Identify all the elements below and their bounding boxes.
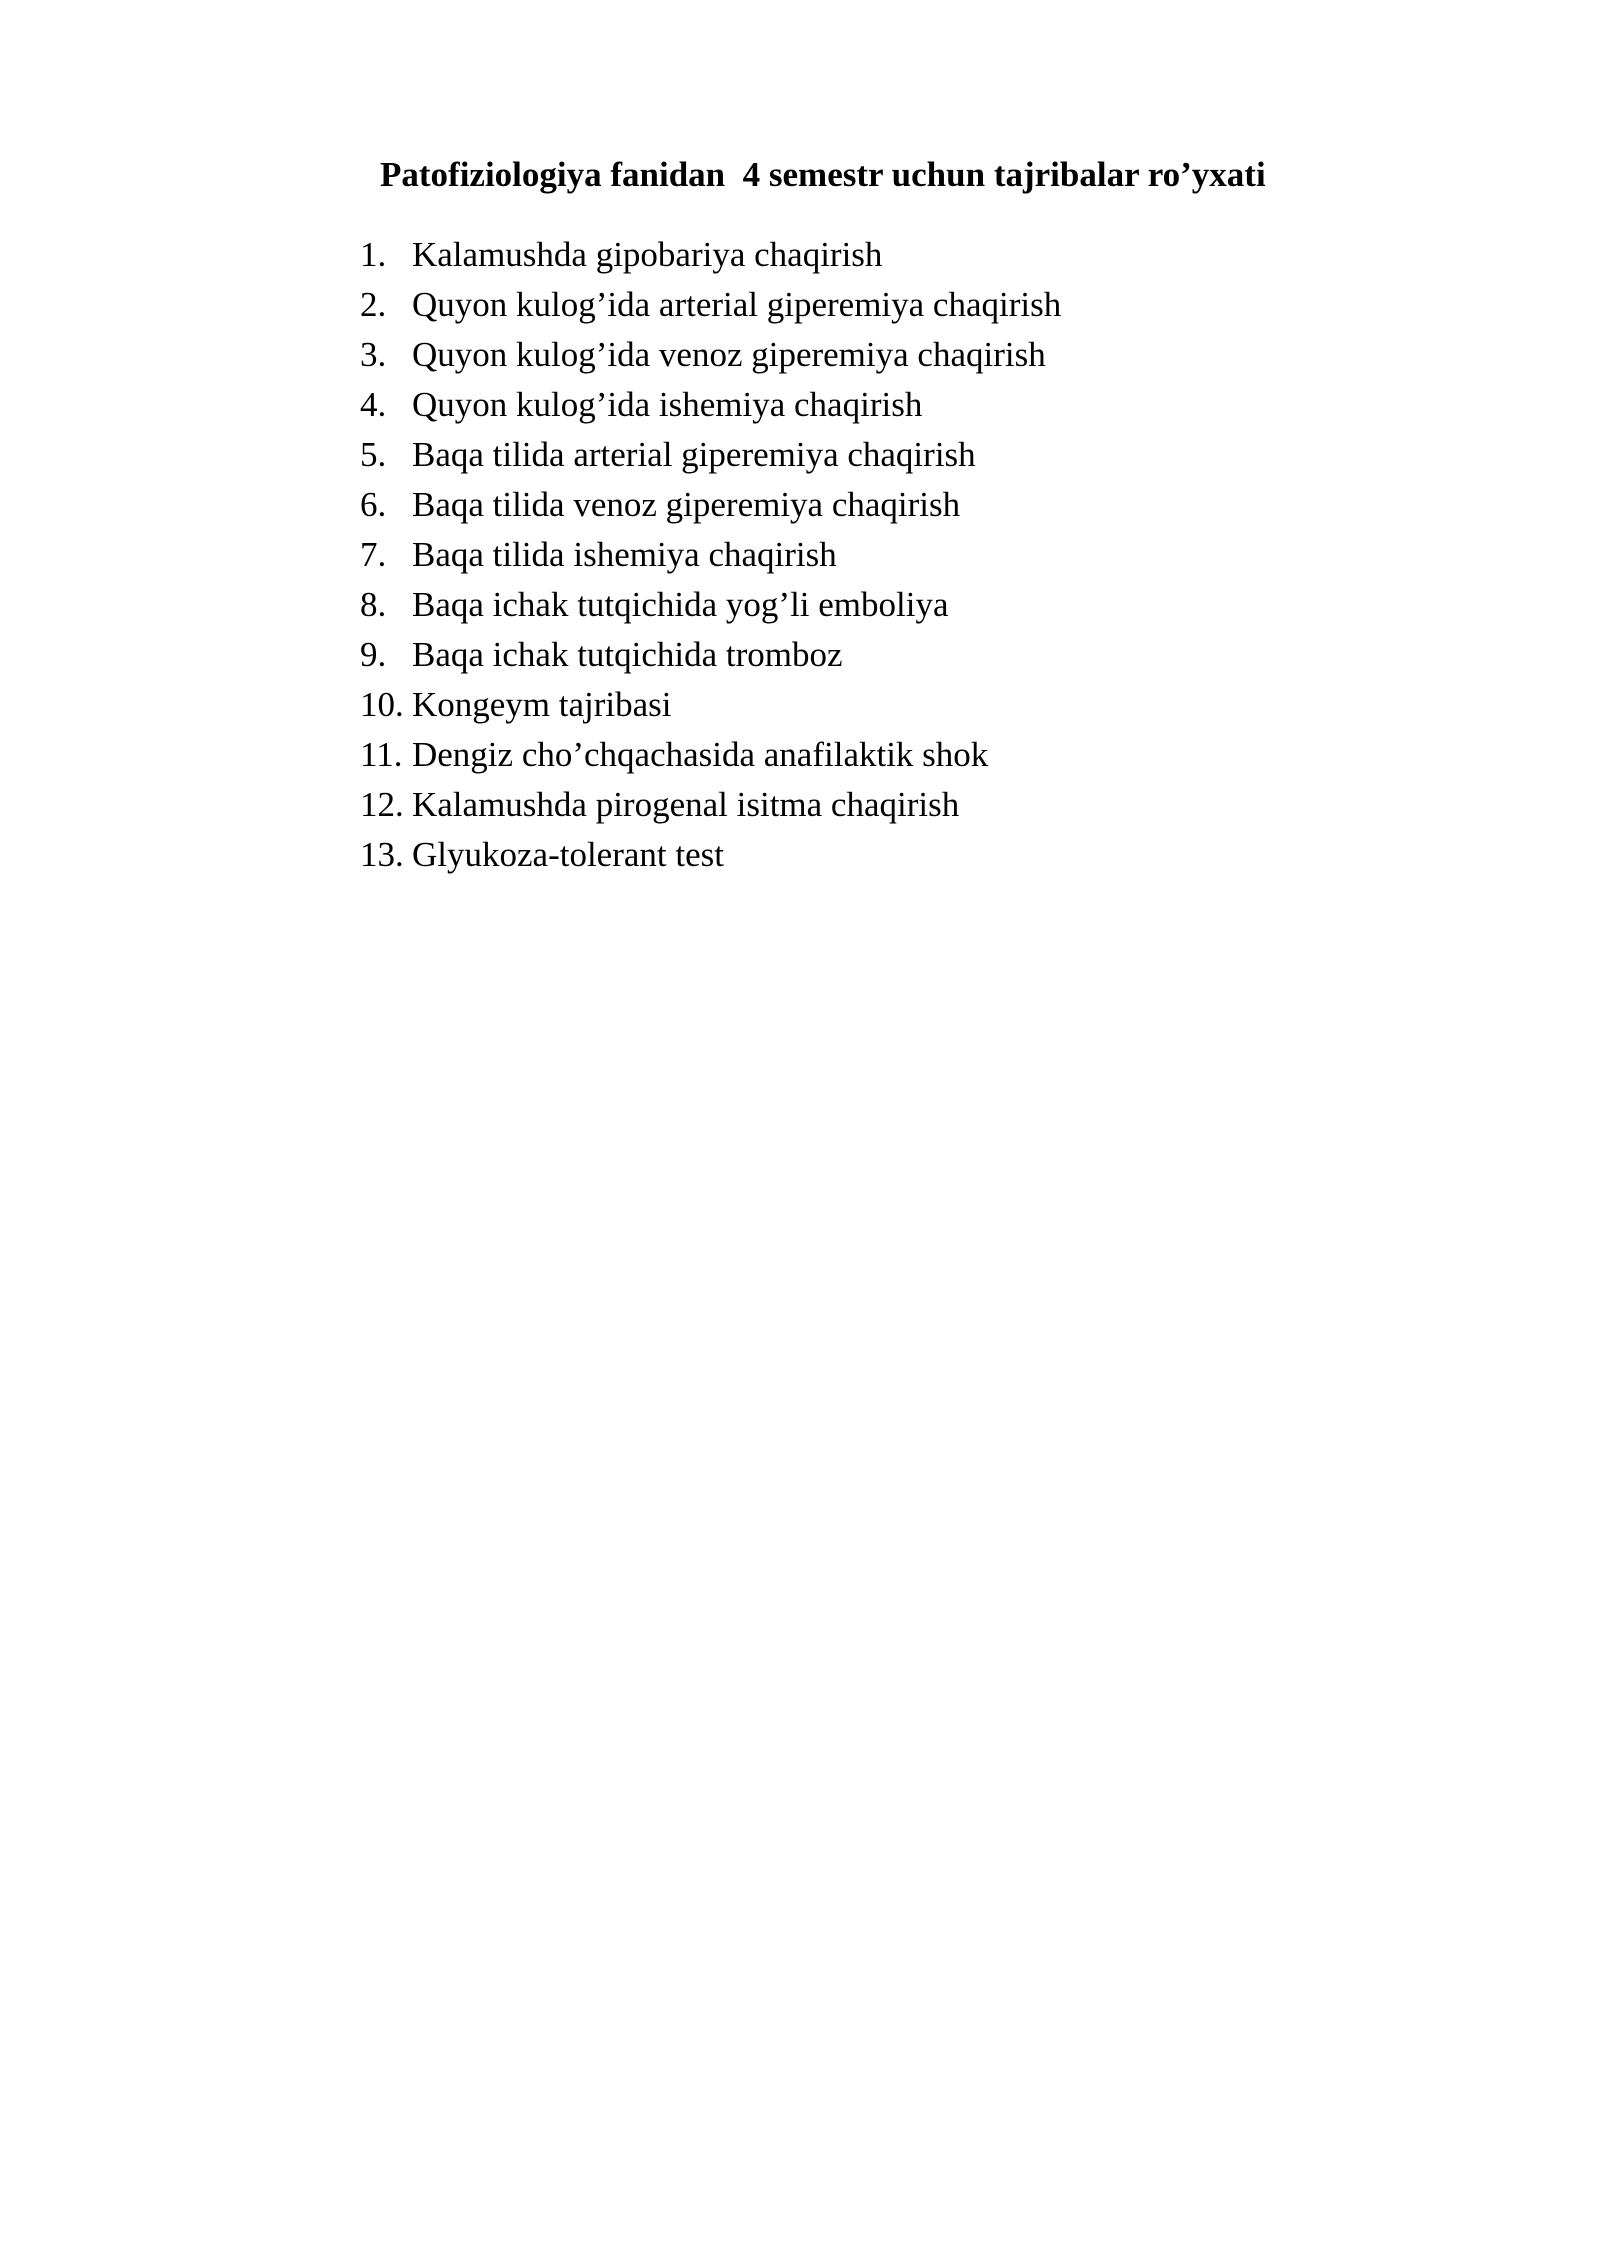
list-item-text: Quyon kulog’ida arterial giperemiya chaqirish xyxy=(412,285,1062,324)
list-item-text: Baqa tilida arterial giperemiya chaqirish xyxy=(412,435,976,474)
list-item xyxy=(360,780,1061,830)
list-item xyxy=(360,330,1061,380)
list-item-number: 8. xyxy=(360,585,387,624)
list-item xyxy=(360,530,1061,580)
list-item-number: 11. xyxy=(360,735,403,774)
list-item-number: 4. xyxy=(360,385,387,424)
list-item-number: 6. xyxy=(360,485,387,524)
experiment-list xyxy=(360,230,1061,880)
list-item-number: 7. xyxy=(360,535,387,574)
list-item-number: 5. xyxy=(360,435,387,474)
list-item-text: Quyon kulog’ida ishemiya chaqirish xyxy=(412,385,923,424)
list-item-text: Baqa tilida ishemiya chaqirish xyxy=(412,535,837,574)
list-item-text: Kalamushda pirogenal isitma chaqirish xyxy=(412,785,960,824)
list-item-number: 3. xyxy=(360,335,387,374)
list-item xyxy=(360,630,1061,680)
list-item xyxy=(360,730,1061,780)
list-item xyxy=(360,430,1061,480)
list-item-text: Baqa tilida venoz giperemiya chaqirish xyxy=(412,485,961,524)
list-item-text: Baqa ichak tutqichida tromboz xyxy=(412,635,843,674)
list-item-number: 13. xyxy=(360,835,404,874)
list-item-text: Dengiz cho’chqachasida anafilaktik shok xyxy=(412,735,989,774)
list-item-text: Baqa ichak tutqichida yog’li emboliya xyxy=(412,585,949,624)
list-item-number: 12. xyxy=(360,785,404,824)
list-item xyxy=(360,480,1061,530)
list-item-number: 9. xyxy=(360,635,387,674)
list-item-text: Quyon kulog’ida venoz giperemiya chaqirish xyxy=(412,335,1046,374)
list-item-text: Glyukoza-tolerant test xyxy=(412,835,724,874)
list-item xyxy=(360,830,1061,880)
document-title: Patofiziologiya fanidan 4 semestr uchun tajribalar ro’yxati xyxy=(380,155,1266,194)
list-item xyxy=(360,380,1061,430)
list-item-number: 10. xyxy=(360,685,404,724)
list-item xyxy=(360,230,1061,280)
list-item-number: 2. xyxy=(360,285,387,324)
list-item-number: 1. xyxy=(360,235,387,274)
list-item-text: Kalamushda gipobariya chaqirish xyxy=(412,235,883,274)
list-item xyxy=(360,280,1061,330)
list-item-text: Kongeym tajribasi xyxy=(412,685,672,724)
list-item xyxy=(360,680,1061,730)
list-item xyxy=(360,580,1061,630)
